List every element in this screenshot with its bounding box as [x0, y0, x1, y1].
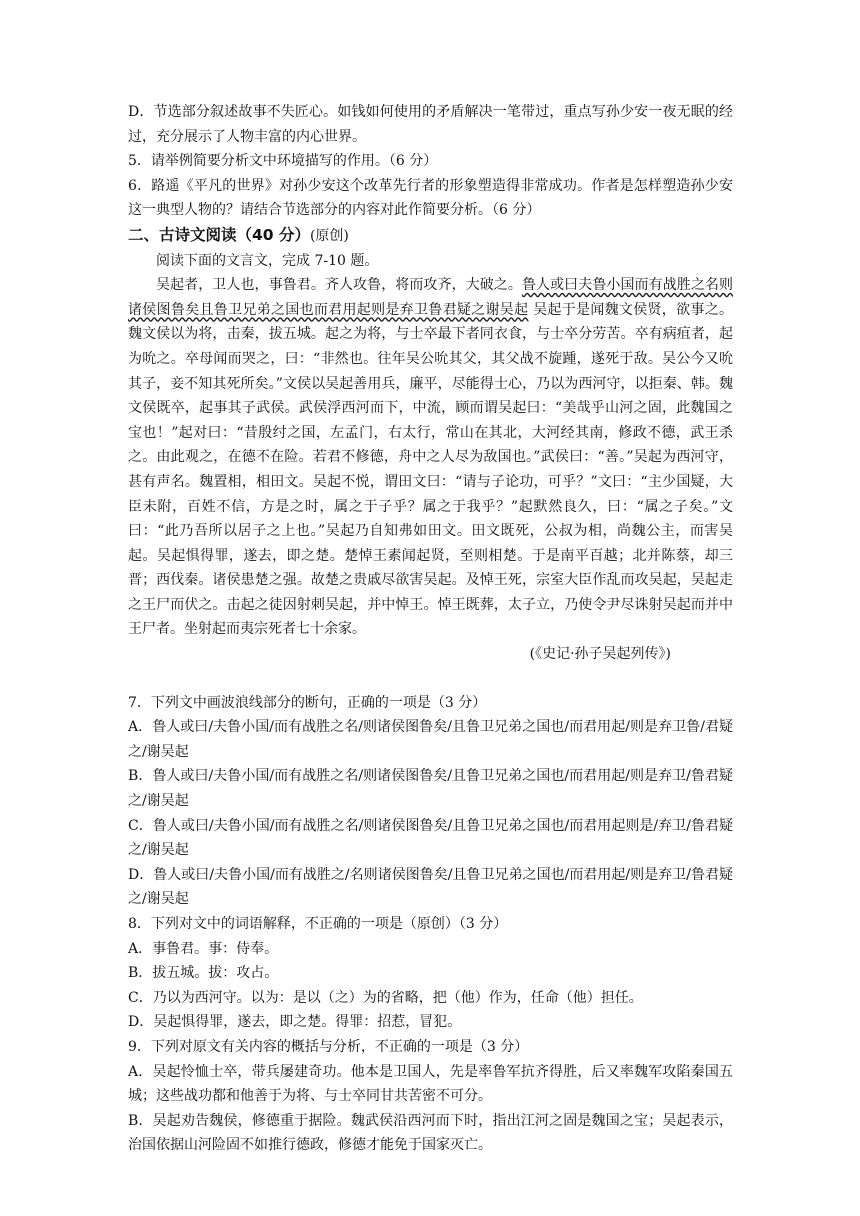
wavy-underlined-passage: 鲁人或曰夫鲁小国而有战胜之名则诸侯图鲁矣且鲁卫兄弟之国也而君用起则是弃卫鲁君疑之谢吴起 [128, 277, 734, 318]
classical-passage [128, 273, 733, 642]
section-heading-tag: (原创) [309, 227, 349, 244]
reading-instruction: 阅读下面的文言文，完成 7-10 题。 [156, 252, 379, 269]
spacer [128, 667, 733, 691]
question-7-option-a: A．鲁人或曰/夫鲁小国/而有战胜之名/则诸侯图鲁矣/且鲁卫兄弟之国也/而君用起/则是弃卫鲁/君疑之/谢吴起 [128, 719, 733, 760]
question-7-option-d: D．鲁人或曰/夫鲁小国/而有战胜之/名则诸侯图鲁矣/且鲁卫兄弟之国也/而君用起/则是弃卫/鲁君疑之/谢吴起 [128, 866, 733, 908]
question-9-option-a: A．吴起怜恤士卒，带兵屡建奇功。他本是卫国人，先是率鲁军抗齐得胜，后又率魏军攻陷秦国五城；这些战功都和他善于为将、与士卒同甘共苦密不可分。 [128, 1063, 733, 1105]
question-8-option-d: D．吴起惧得罪，遂去，即之楚。得罪：招惹，冒犯。 [128, 1014, 462, 1031]
question-9: 9．下列对原文有关内容的概括与分析，不正确的一项是（3 分） [128, 1038, 529, 1055]
question-8-option-c: C．乃以为西河守。以为：是以（之）为的省略，把（他）作为，任命（他）担任。 [128, 989, 643, 1006]
question-5: 5．请举例简要分析文中环境描写的作用。（6 分） [128, 153, 438, 170]
question-8-option-b: B．拔五城。拔：攻占。 [128, 965, 279, 982]
passage-before: 吴起者，卫人也，事鲁君。齐人攻鲁，将而攻齐，大破之。 [156, 277, 522, 294]
question-7: 7．下列文中画波浪线部分的断句，正确的一项是（3 分） [128, 694, 487, 711]
exam-page [128, 100, 733, 1158]
section-heading [128, 223, 733, 249]
question-7-option-b: B．鲁人或曰/夫鲁小国/而有战胜之名/则诸侯图鲁矣/且鲁卫兄弟之国也/而君用起/则是弃卫/鲁君疑之/谢吴起 [128, 768, 733, 810]
passage-after: 吴起于是闻魏文侯贤，欲事之。魏文侯以为将，击秦，拔五城。起之为将，与士卒最下者同衣食，与士卒分劳苦。卒有病疽者，起为吮之。卒母闻而哭之，曰：“非然也。往年吴公吮其父，其父战不旋踵，遂死于敌。吴公今又吮其子，妾不知其死所矣。”文侯以吴起善用兵，廉平，尽能得士心，乃以为西河守，以拒秦、韩。魏文侯既卒，起事其子武侯。武侯浮西河而下，中流，顾而谓吴起曰：“美哉乎山河之固，此魏国之宝也！”起对曰：“昔殷纣之国，左孟门，右太行，常山在其北，大河经其南，修政不德，武王杀之。由此观之，在德不在险。若君不修德，舟中之人尽为敌国也。”武侯曰：“善。”吴起为西河守，甚有声名。魏置相，相田文。吴起不悦，谓田文曰：“请与子论功，可乎？”文曰：“主少国疑，大臣未附，百姓不信，方是之时，属之于子乎？属之于我乎？”起默然良久，曰：“属之子矣。”文曰：“此乃吾所以居子之上也。”吴起乃自知弗如田文。田文既死，公叔为相，尚魏公主，而害吴起。吴起惧得罪，遂去，即之楚。楚悼王素闻起贤，至则相楚。于是南平百越；北并陈蔡，却三晋；西伐秦。诸侯患楚之强。故楚之贵戚尽欲害吴起。及悼王死，宗室大臣作乱而攻吴起，吴起走之王尸而伏之。击起之徒因射刺吴起，并中悼王。悼王既葬，太子立，乃使令尹尽诛射吴起而并中王尸者。坐射起而夷宗死者七十余家。 [128, 301, 734, 638]
question-9-option-b: B．吴起劝告魏侯，修德重于据险。魏武侯沿西河而下时，指出江河之固是魏国之宝；吴起表示，治国依据山河险固不如推行德政，修德才能免于国家灭亡。 [128, 1112, 733, 1154]
passage-source: (《史记·孙子吴起列传》) [529, 646, 671, 663]
question-7-option-c: C．鲁人或曰/夫鲁小国/而有战胜之名/则诸侯图鲁矣/且鲁卫兄弟之国也/而君用起则是/弃卫/鲁君疑之/谢吴起 [128, 817, 733, 859]
question-6: 6．路遥《平凡的世界》对孙少安这个改革先行者的形象塑造得非常成功。作者是怎样塑造孙少安这一典型人物的？请结合节选部分的内容对此作简要分析。（6 分） [128, 177, 733, 219]
question-8-option-a: A．事鲁君。事：侍奉。 [128, 940, 279, 957]
section-heading-title: 二、古诗文阅读（40 分） [128, 225, 310, 244]
question-8: 8．下列对文中的词语解释，不正确的一项是（原创）（3 分） [128, 916, 508, 932]
option-d-text: D．节选部分叙述故事不失匠心。如钱如何使用的矛盾解决一笔带过，重点写孙少安一夜无眠的经过，充分展示了人物丰富的内心世界。 [128, 104, 733, 145]
